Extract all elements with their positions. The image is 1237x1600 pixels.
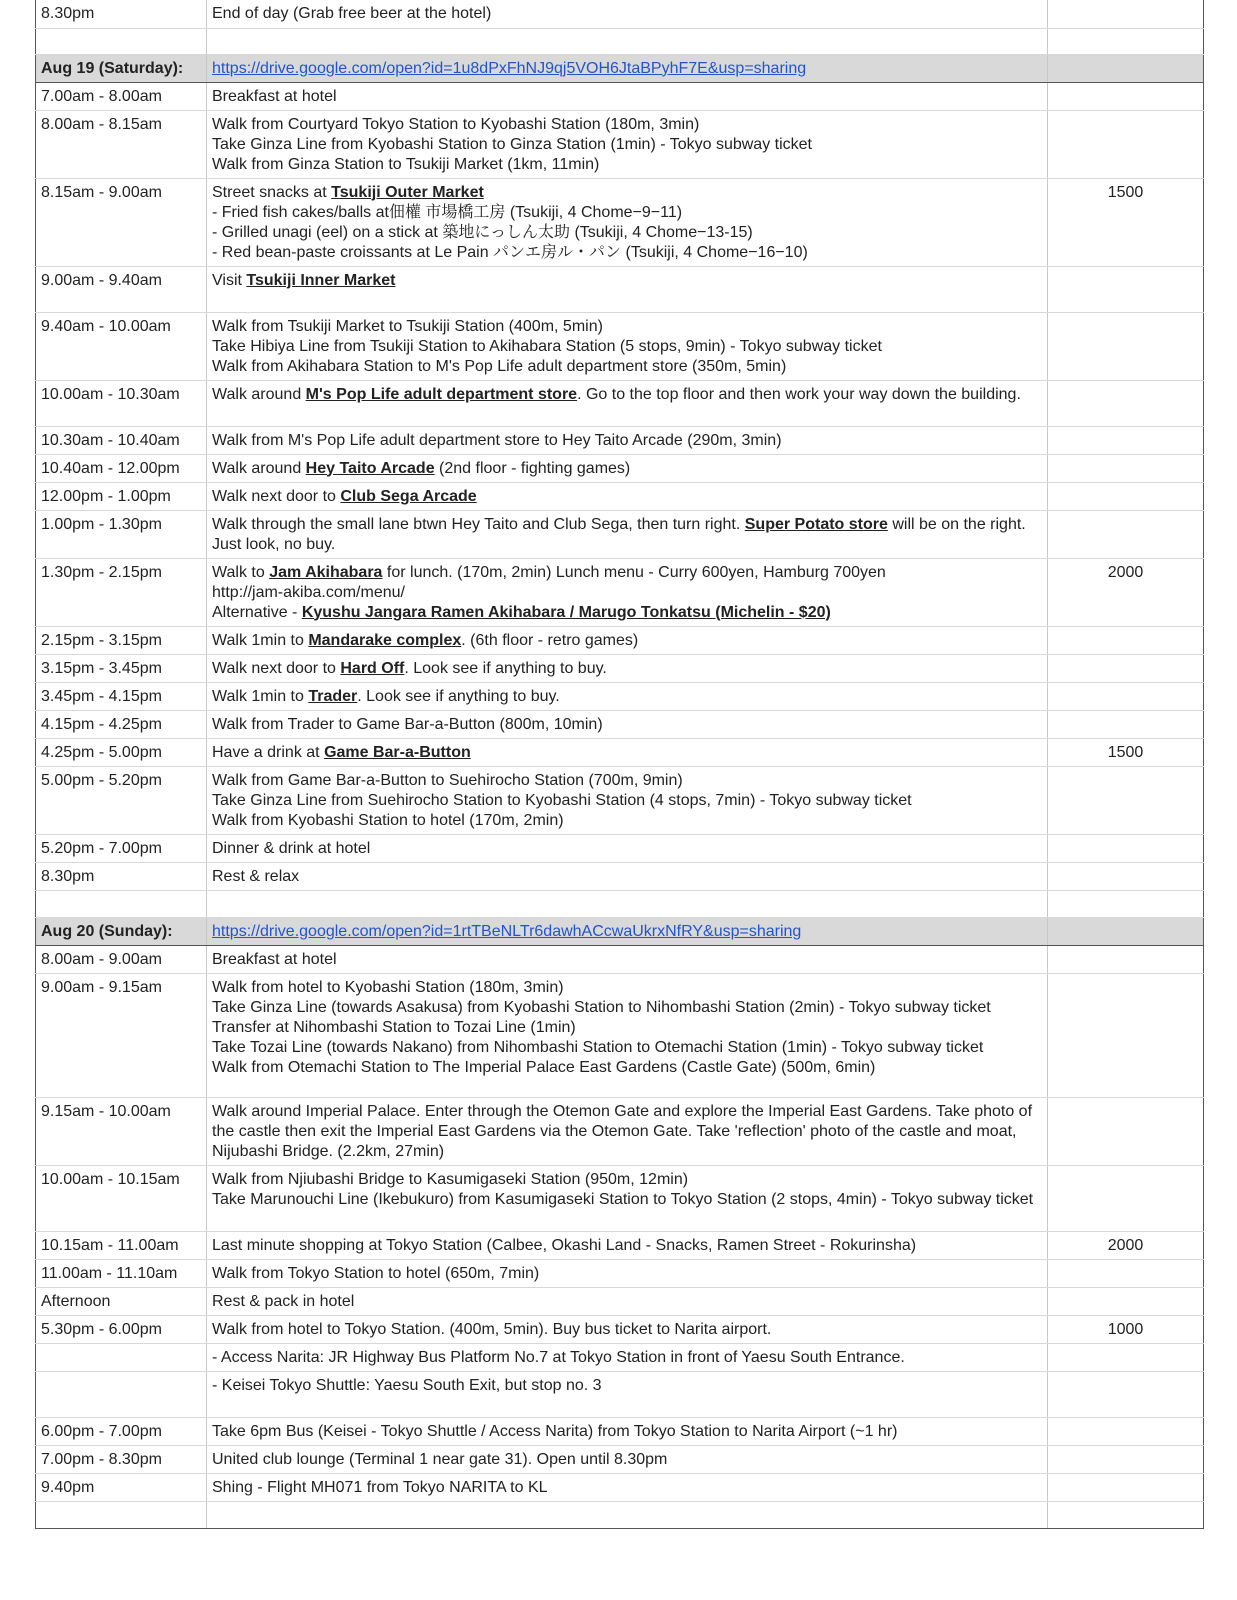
time-cell: 3.15pm - 3.45pm: [36, 654, 207, 682]
table-row: [36, 454, 1204, 482]
time-cell: 9.00am - 9.40am: [36, 266, 207, 312]
activity-cell: [207, 0, 1048, 28]
place-link[interactable]: Trader: [308, 687, 358, 705]
day-header-row: [36, 54, 1204, 82]
activity-text: Walk from Njiubashi Bridge to Kasumigaseki Station (950m, 12min) Take Marunouchi Line (Ikebukuro) from Kasumigaseki Station to Tokyo Station (2 stops, 4min) - Tokyo subway ticket: [212, 1170, 1034, 1208]
place-link[interactable]: Game Bar-a-Button: [324, 743, 471, 761]
activity-text: Walk from M's Pop Life adult department store to Hey Taito Arcade (290m, 3min): [212, 431, 782, 449]
time-cell: [36, 1501, 207, 1528]
activity-cell: [207, 558, 1048, 626]
cost-cell: [1048, 110, 1204, 178]
time-cell: 9.40am - 10.00am: [36, 312, 207, 380]
activity-cell: [207, 1259, 1048, 1287]
activity-text: Rest & pack in hotel: [212, 1292, 355, 1310]
table-row: [36, 426, 1204, 454]
time-cell: 5.30pm - 6.00pm: [36, 1315, 207, 1343]
activity-text: - Access Narita: JR Highway Bus Platform No.7 at Tokyo Station in front of Yaesu South Entrance.: [212, 1348, 905, 1366]
activity-cell: [207, 1445, 1048, 1473]
day-label: Aug 20 (Sunday):: [36, 917, 207, 945]
activity-text: Walk around: [212, 385, 306, 403]
activity-cell: [207, 1165, 1048, 1231]
cost-cell: [1048, 1473, 1204, 1501]
time-cell: [36, 1371, 207, 1417]
time-cell: 8.30pm: [36, 862, 207, 890]
activity-text: - Keisei Tokyo Shuttle: Yaesu South Exit, but stop no. 3: [212, 1376, 602, 1394]
time-cell: 8.30pm: [36, 0, 207, 28]
activity-cell: [207, 1417, 1048, 1445]
activity-cell: [207, 82, 1048, 110]
table-row: [36, 1259, 1204, 1287]
cost-cell: [1048, 682, 1204, 710]
drive-link[interactable]: https://drive.google.com/open?id=1u8dPxFhNJ9qj5VOH6JtaBPyhF7E&usp=sharing: [212, 59, 807, 77]
activity-text: . Look see if anything to buy.: [357, 687, 560, 705]
activity-text: - Fried fish cakes/balls at佃權 市場橋工房 (Tsukiji, 4 Chome−9−11) - Grilled unagi (eel) on a stick at 築地にっしん太助 (Tsukiji, 4 Chome−13-15) - Red bean-paste croissants at Le Pain パンエ房ル・パン (Tsukiji, 4 Chome−16−10): [212, 203, 808, 261]
activity-cell: [207, 426, 1048, 454]
activity-text: Walk from hotel to Kyobashi Station (180m, 3min) Take Ginza Line (towards Asakusa) from Kyobashi Station to Nihombashi Station (2min) - Tokyo subway ticket Transfer at Nihombashi Station to Tozai Line (1min) Take Tozai Line (towards Nakano) from Nihombashi Station to Otemachi Station (1min) - Tokyo subway ticket Walk from Otemachi Station to The Imperial Palace East Gardens (Castle Gate) (500m, 6min): [212, 978, 991, 1076]
cost-cell: [1048, 510, 1204, 558]
table-row: [36, 834, 1204, 862]
time-cell: 8.00am - 9.00am: [36, 945, 207, 973]
activity-cell: [207, 110, 1048, 178]
activity-text: Walk from Courtyard Tokyo Station to Kyobashi Station (180m, 3min) Take Ginza Line from Kyobashi Station to Ginza Station (1min) - Tokyo subway ticket Walk from Ginza Station to Tsukiji Market (1km, 11min): [212, 115, 812, 173]
cost-cell: [1048, 1371, 1204, 1417]
cost-cell: [1048, 482, 1204, 510]
day-link-cell: [207, 54, 1048, 82]
cost-cell: 1500: [1048, 738, 1204, 766]
cost-cell: [1048, 266, 1204, 312]
table-row: [36, 1501, 1204, 1528]
time-cell: 1.30pm - 2.15pm: [36, 558, 207, 626]
cost-cell: [1048, 862, 1204, 890]
activity-cell: [207, 1315, 1048, 1343]
activity-text: . Go to the top floor and then work your way down the building.: [577, 385, 1021, 403]
time-cell: [36, 28, 207, 54]
place-link[interactable]: Club Sega Arcade: [340, 487, 477, 505]
cost-cell: [1048, 82, 1204, 110]
activity-text: Walk from Tokyo Station to hotel (650m, 7min): [212, 1264, 540, 1282]
table-row: [36, 1231, 1204, 1259]
cost-cell: [1048, 626, 1204, 654]
activity-cell: [207, 834, 1048, 862]
place-link[interactable]: Hey Taito Arcade: [305, 459, 435, 477]
table-row: [36, 626, 1204, 654]
activity-cell: [207, 890, 1048, 917]
activity-cell: [207, 1097, 1048, 1165]
activity-text: United club lounge (Terminal 1 near gate 31). Open until 8.30pm: [212, 1450, 668, 1468]
table-row: [36, 1315, 1204, 1343]
activity-text: . (6th floor - retro games): [461, 631, 639, 649]
time-cell: 12.00pm - 1.00pm: [36, 482, 207, 510]
table-row: [36, 890, 1204, 917]
cost-cell: [1048, 1287, 1204, 1315]
time-cell: 8.00am - 8.15am: [36, 110, 207, 178]
activity-text: Walk next door to: [212, 487, 341, 505]
activity-cell: [207, 510, 1048, 558]
activity-text: Dinner & drink at hotel: [212, 839, 371, 857]
activity-cell: [207, 1473, 1048, 1501]
table-row: [36, 82, 1204, 110]
place-link[interactable]: Tsukiji Inner Market: [246, 271, 396, 289]
activity-text: Breakfast at hotel: [212, 950, 337, 968]
day-header-row: [36, 917, 1204, 945]
cost-cell: [1048, 1165, 1204, 1231]
time-cell: 10.00am - 10.15am: [36, 1165, 207, 1231]
cost-cell: [1048, 890, 1204, 917]
activity-text: Walk around Imperial Palace. Enter through the Otemon Gate and explore the Imperial East Gardens. Take photo of the castle then exit the Imperial East Gardens via the Otemon Gate. Take 'reflection' photo of the castle and moat, Nijubashi Bridge. (2.2km, 27min): [212, 1102, 1037, 1160]
table-row: [36, 1417, 1204, 1445]
activity-text: Walk around: [212, 459, 306, 477]
time-cell: 7.00pm - 8.30pm: [36, 1445, 207, 1473]
cost-cell: [1048, 1259, 1204, 1287]
cost-cell: [1048, 973, 1204, 1097]
table-row: [36, 1371, 1204, 1417]
activity-text: . Look see if anything to buy.: [404, 659, 607, 677]
place-link[interactable]: Jam Akihabara: [269, 563, 383, 581]
activity-cell: [207, 654, 1048, 682]
activity-cell: [207, 682, 1048, 710]
table-row: [36, 1287, 1204, 1315]
table-row: [36, 682, 1204, 710]
activity-text: Walk from Tsukiji Market to Tsukiji Station (400m, 5min) Take Hibiya Line from Tsukiji Station to Akihabara Station (5 stops, 9min) - Tokyo subway ticket Walk from Akihabara Station to M's Pop Life adult department store (350m, 5min): [212, 317, 882, 375]
activity-text: Walk through the small lane btwn Hey Taito and Club Sega, then turn right.: [212, 515, 745, 533]
activity-text: Walk from Trader to Game Bar-a-Button (800m, 10min): [212, 715, 603, 733]
activity-text: Rest & relax: [212, 867, 300, 885]
time-cell: 10.00am - 10.30am: [36, 380, 207, 426]
itinerary-table: [35, 0, 1204, 1529]
time-cell: [36, 1343, 207, 1371]
table-row: [36, 558, 1204, 626]
cost-cell: [1048, 1343, 1204, 1371]
place-link[interactable]: Hard Off: [340, 659, 405, 677]
activity-text: Breakfast at hotel: [212, 87, 337, 105]
activity-text: Last minute shopping at Tokyo Station (Calbee, Okashi Land - Snacks, Ramen Street - Rokurinsha): [212, 1236, 917, 1254]
activity-cell: [207, 1231, 1048, 1259]
cost-cell: 2000: [1048, 558, 1204, 626]
cost-cell: [1048, 1445, 1204, 1473]
activity-cell: [207, 1287, 1048, 1315]
cost-cell: 1500: [1048, 178, 1204, 266]
activity-cell: [207, 626, 1048, 654]
activity-cell: [207, 312, 1048, 380]
time-cell: 2.15pm - 3.15pm: [36, 626, 207, 654]
activity-cell: [207, 28, 1048, 54]
cost-cell: [1048, 0, 1204, 28]
drive-link[interactable]: https://drive.google.com/open?id=1rtTBeNLTr6dawhACcwaUkrxNfRY&usp=sharing: [212, 922, 802, 940]
activity-cell: [207, 973, 1048, 1097]
activity-text: End of day (Grab free beer at the hotel): [212, 5, 492, 22]
activity-cell: [207, 862, 1048, 890]
time-cell: 11.00am - 11.10am: [36, 1259, 207, 1287]
place-link[interactable]: Tsukiji Outer Market: [331, 183, 484, 201]
activity-text: Street snacks at: [212, 183, 332, 201]
table-row: [36, 510, 1204, 558]
activity-text: Walk next door to: [212, 659, 341, 677]
activity-text: Walk from hotel to Tokyo Station. (400m, 5min). Buy bus ticket to Narita airport.: [212, 1320, 772, 1338]
table-row: [36, 1343, 1204, 1371]
activity-cell: [207, 738, 1048, 766]
table-row: [36, 28, 1204, 54]
table-row: [36, 973, 1204, 1097]
time-cell: 4.25pm - 5.00pm: [36, 738, 207, 766]
cost-cell: [1048, 917, 1204, 945]
cost-cell: [1048, 54, 1204, 82]
time-cell: 9.40pm: [36, 1473, 207, 1501]
cost-cell: [1048, 766, 1204, 834]
table-row: [36, 738, 1204, 766]
time-cell: 9.00am - 9.15am: [36, 973, 207, 1097]
time-cell: 4.15pm - 4.25pm: [36, 710, 207, 738]
table-row: [36, 945, 1204, 973]
table-row: [36, 1445, 1204, 1473]
cost-cell: [1048, 454, 1204, 482]
activity-cell: [207, 380, 1048, 426]
time-cell: 10.30am - 10.40am: [36, 426, 207, 454]
cost-cell: [1048, 945, 1204, 973]
cost-cell: 1000: [1048, 1315, 1204, 1343]
activity-text: Have a drink at: [212, 743, 325, 761]
activity-cell: [207, 710, 1048, 738]
table-row: [36, 862, 1204, 890]
time-cell: 5.20pm - 7.00pm: [36, 834, 207, 862]
activity-text: Walk 1min to: [212, 687, 309, 705]
activity-cell: [207, 1343, 1048, 1371]
time-cell: [36, 890, 207, 917]
activity-text: Shing - Flight MH071 from Tokyo NARITA to KL: [212, 1478, 548, 1496]
table-row: [36, 380, 1204, 426]
cost-cell: [1048, 710, 1204, 738]
time-cell: 1.00pm - 1.30pm: [36, 510, 207, 558]
activity-cell: [207, 178, 1048, 266]
cost-cell: [1048, 426, 1204, 454]
time-cell: 3.45pm - 4.15pm: [36, 682, 207, 710]
place-link[interactable]: M's Pop Life adult department store: [305, 385, 578, 403]
activity-cell: [207, 1501, 1048, 1528]
day-label: Aug 19 (Saturday):: [36, 54, 207, 82]
table-row: [36, 1097, 1204, 1165]
activity-text: Visit: [212, 271, 247, 289]
table-row: [36, 1165, 1204, 1231]
activity-text: for lunch. (170m, 2min) Lunch menu - Curry 600yen, Hamburg 700yen http://jam-akiba.com/menu/ Alternative -: [212, 563, 886, 621]
activity-cell: [207, 1371, 1048, 1417]
cost-cell: [1048, 312, 1204, 380]
table-row: [36, 1473, 1204, 1501]
table-row: [36, 766, 1204, 834]
table-row: [36, 178, 1204, 266]
table-row: [36, 0, 1204, 28]
day-link-cell: [207, 917, 1048, 945]
cost-cell: [1048, 1501, 1204, 1528]
cost-cell: [1048, 1097, 1204, 1165]
table-row: [36, 312, 1204, 380]
activity-text: Walk 1min to: [212, 631, 309, 649]
activity-text: (2nd floor - fighting games): [434, 459, 631, 477]
cost-cell: [1048, 654, 1204, 682]
time-cell: 7.00am - 8.00am: [36, 82, 207, 110]
activity-cell: [207, 945, 1048, 973]
cost-cell: 2000: [1048, 1231, 1204, 1259]
time-cell: 6.00pm - 7.00pm: [36, 1417, 207, 1445]
activity-text: will be on the right. Just look, no buy.: [212, 515, 1031, 553]
activity-cell: [207, 454, 1048, 482]
time-cell: 8.15am - 9.00am: [36, 178, 207, 266]
table-row: [36, 110, 1204, 178]
cost-cell: [1048, 834, 1204, 862]
cost-cell: [1048, 380, 1204, 426]
activity-text: Walk from Game Bar-a-Button to Suehirocho Station (700m, 9min) Take Ginza Line from Suehirocho Station to Kyobashi Station (4 stops, 7min) - Tokyo subway ticket Walk from Kyobashi Station to hotel (170m, 2min): [212, 771, 912, 829]
activity-text: Walk to: [212, 563, 270, 581]
time-cell: Afternoon: [36, 1287, 207, 1315]
time-cell: 9.15am - 10.00am: [36, 1097, 207, 1165]
table-row: [36, 482, 1204, 510]
cost-cell: [1048, 1417, 1204, 1445]
activity-text: Take 6pm Bus (Keisei - Tokyo Shuttle / Access Narita) from Tokyo Station to Narita Airport (~1 hr): [212, 1422, 898, 1440]
time-cell: 10.15am - 11.00am: [36, 1231, 207, 1259]
activity-cell: [207, 482, 1048, 510]
activity-cell: [207, 766, 1048, 834]
cost-cell: [1048, 28, 1204, 54]
table-row: [36, 710, 1204, 738]
table-row: [36, 266, 1204, 312]
time-cell: 10.40am - 12.00pm: [36, 454, 207, 482]
time-cell: 5.00pm - 5.20pm: [36, 766, 207, 834]
place-link[interactable]: Kyushu Jangara Ramen Akihabara / Marugo Tonkatsu (Michelin - $20): [301, 603, 831, 621]
place-link[interactable]: Super Potato store: [744, 515, 888, 533]
table-row: [36, 654, 1204, 682]
activity-cell: [207, 266, 1048, 312]
place-link[interactable]: Mandarake complex: [308, 631, 462, 649]
